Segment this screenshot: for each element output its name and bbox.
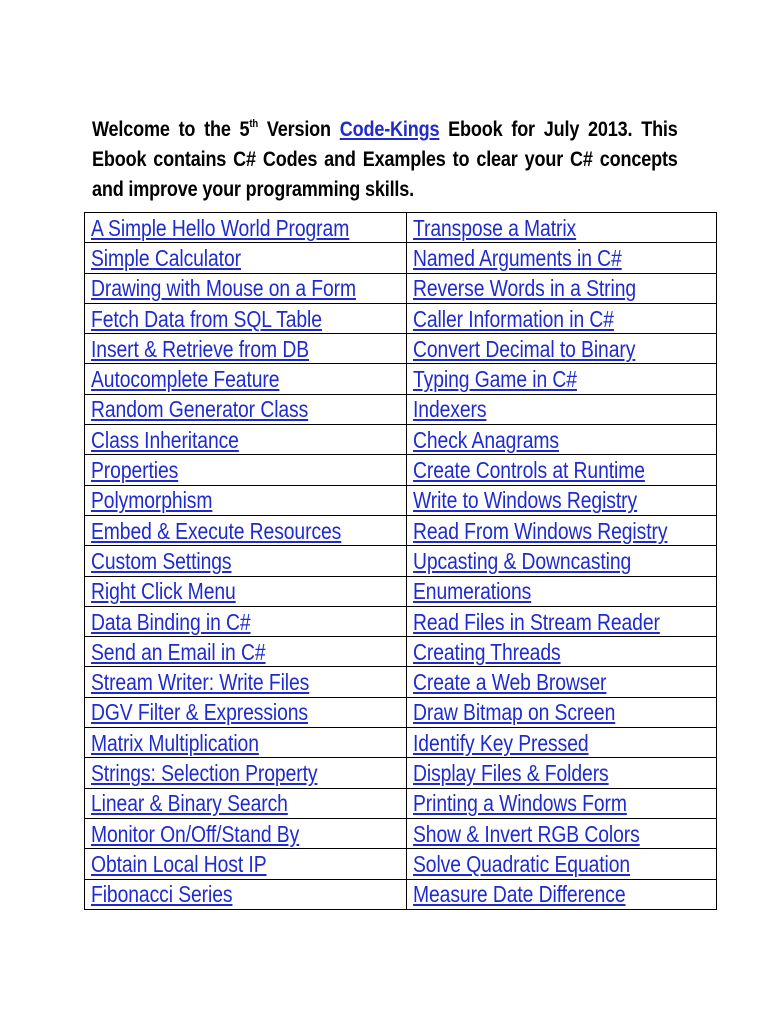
example-link[interactable]: Creating Threads [413,638,562,665]
intro-paragraph [92,115,678,205]
table-cell [407,394,717,424]
example-link[interactable]: Embed & Execute Resources [91,517,342,544]
table-cell [407,243,717,273]
table-row [85,879,717,909]
example-link[interactable]: Data Binding in C# [91,608,251,635]
example-link[interactable]: Write to Windows Registry [413,487,638,514]
code-kings-link[interactable]: Code-Kings [339,118,440,141]
example-link[interactable]: Insert & Retrieve from DB [91,335,310,362]
table-cell [407,334,717,364]
table-row [85,697,717,727]
table-cell [407,364,717,394]
table-cell [407,788,717,818]
table-row [85,728,717,758]
table-row [85,425,717,455]
example-link[interactable]: Named Arguments in C# [413,244,623,271]
table-row [85,606,717,636]
table-cell [85,546,407,576]
example-link[interactable]: Simple Calculator [91,244,241,271]
table-cell [407,515,717,545]
example-link[interactable]: Linear & Binary Search [91,790,288,817]
example-link[interactable]: Create Controls at Runtime [413,457,646,484]
table-cell [85,455,407,485]
example-link[interactable]: Strings: Selection Property [91,759,318,786]
example-link[interactable]: Random Generator Class [91,396,309,423]
table-cell [85,243,407,273]
table-cell [407,546,717,576]
example-link[interactable]: Solve Quadratic Equation [413,850,631,877]
example-link[interactable]: Autocomplete Feature [91,366,280,393]
example-link[interactable]: Upcasting & Downcasting [413,547,632,574]
example-link[interactable]: Display Files & Folders [413,759,610,786]
table-cell [85,576,407,606]
table-row [85,546,717,576]
example-link[interactable]: Check Anagrams [413,426,560,453]
example-link[interactable]: Draw Bitmap on Screen [413,699,616,726]
table-cell [407,425,717,455]
example-link[interactable]: Class Inheritance [91,426,239,453]
example-link[interactable]: Printing a Windows Form [413,790,628,817]
example-link[interactable]: Right Click Menu [91,578,236,605]
table-row [85,758,717,788]
intro-text-end: Ebook for July 2013. This Ebook contains C# Codes and Examples to clear your C# concepts and improve your programming skills. [92,118,678,201]
table-cell [407,849,717,879]
table-row [85,637,717,667]
example-link[interactable]: Transpose a Matrix [413,214,577,241]
table-row [85,515,717,545]
table-cell [407,667,717,697]
table-cell [407,273,717,303]
table-cell [407,697,717,727]
example-link[interactable]: Custom Settings [91,547,232,574]
example-link[interactable]: Fetch Data from SQL Table [91,305,322,332]
table-cell [407,728,717,758]
table-cell [85,334,407,364]
example-link[interactable]: Read Files in Stream Reader [413,608,661,635]
example-link[interactable]: Stream Writer: Write Files [91,669,310,696]
table-cell [407,303,717,333]
table-cell [85,758,407,788]
example-link[interactable]: Indexers [413,396,487,423]
table-cell [407,576,717,606]
contents-table [84,212,717,910]
table-cell [407,485,717,515]
intro-superscript: th [249,118,259,130]
example-link[interactable]: Drawing with Mouse on a Form [91,275,357,302]
example-link[interactable]: Polymorphism [91,487,213,514]
table-row [85,849,717,879]
table-row [85,243,717,273]
example-link[interactable]: Measure Date Difference [413,881,626,908]
example-link[interactable]: Enumerations [413,578,532,605]
table-cell [85,849,407,879]
example-link[interactable]: Convert Decimal to Binary [413,335,636,362]
table-cell [85,637,407,667]
table-cell [85,788,407,818]
table-cell [407,818,717,848]
example-link[interactable]: Send an Email in C# [91,638,266,665]
example-link[interactable]: A Simple Hello World Program [91,214,350,241]
example-link[interactable]: Obtain Local Host IP [91,850,267,877]
table-cell [407,455,717,485]
table-row [85,334,717,364]
example-link[interactable]: Matrix Multiplication [91,729,259,756]
table-cell [85,425,407,455]
example-link[interactable]: Caller Information in C# [413,305,615,332]
table-cell [85,606,407,636]
table-cell [85,485,407,515]
table-row [85,455,717,485]
table-cell [85,515,407,545]
intro-text-version: Version [258,118,340,141]
table-cell [85,667,407,697]
table-row [85,213,717,243]
table-cell [407,758,717,788]
table-cell [85,303,407,333]
example-link[interactable]: Reverse Words in a String [413,275,637,302]
table-cell [85,273,407,303]
example-link[interactable]: Typing Game in C# [413,366,578,393]
contents-table-body [85,213,717,910]
example-link[interactable]: Create a Web Browser [413,669,607,696]
intro-text-start: Welcome to the 5 [92,118,250,141]
table-row [85,273,717,303]
table-cell [407,213,717,243]
table-row [85,364,717,394]
table-cell [85,879,407,909]
example-link[interactable]: Show & Invert RGB Colors [413,820,641,847]
table-row [85,394,717,424]
table-row [85,788,717,818]
table-cell [85,818,407,848]
table-cell [85,364,407,394]
table-cell [407,879,717,909]
example-link[interactable]: Properties [91,457,179,484]
example-link[interactable]: Read From Windows Registry [413,517,668,544]
example-link[interactable]: Fibonacci Series [91,881,233,908]
table-row [85,576,717,606]
example-link[interactable]: Monitor On/Off/Stand By [91,820,300,847]
table-row [85,485,717,515]
example-link[interactable]: Identify Key Pressed [413,729,590,756]
table-cell [85,697,407,727]
example-link[interactable]: DGV Filter & Expressions [91,699,309,726]
table-cell [85,213,407,243]
table-cell [85,728,407,758]
table-row [85,667,717,697]
table-row [85,303,717,333]
table-cell [407,637,717,667]
table-cell [407,606,717,636]
table-cell [85,394,407,424]
table-row [85,818,717,848]
